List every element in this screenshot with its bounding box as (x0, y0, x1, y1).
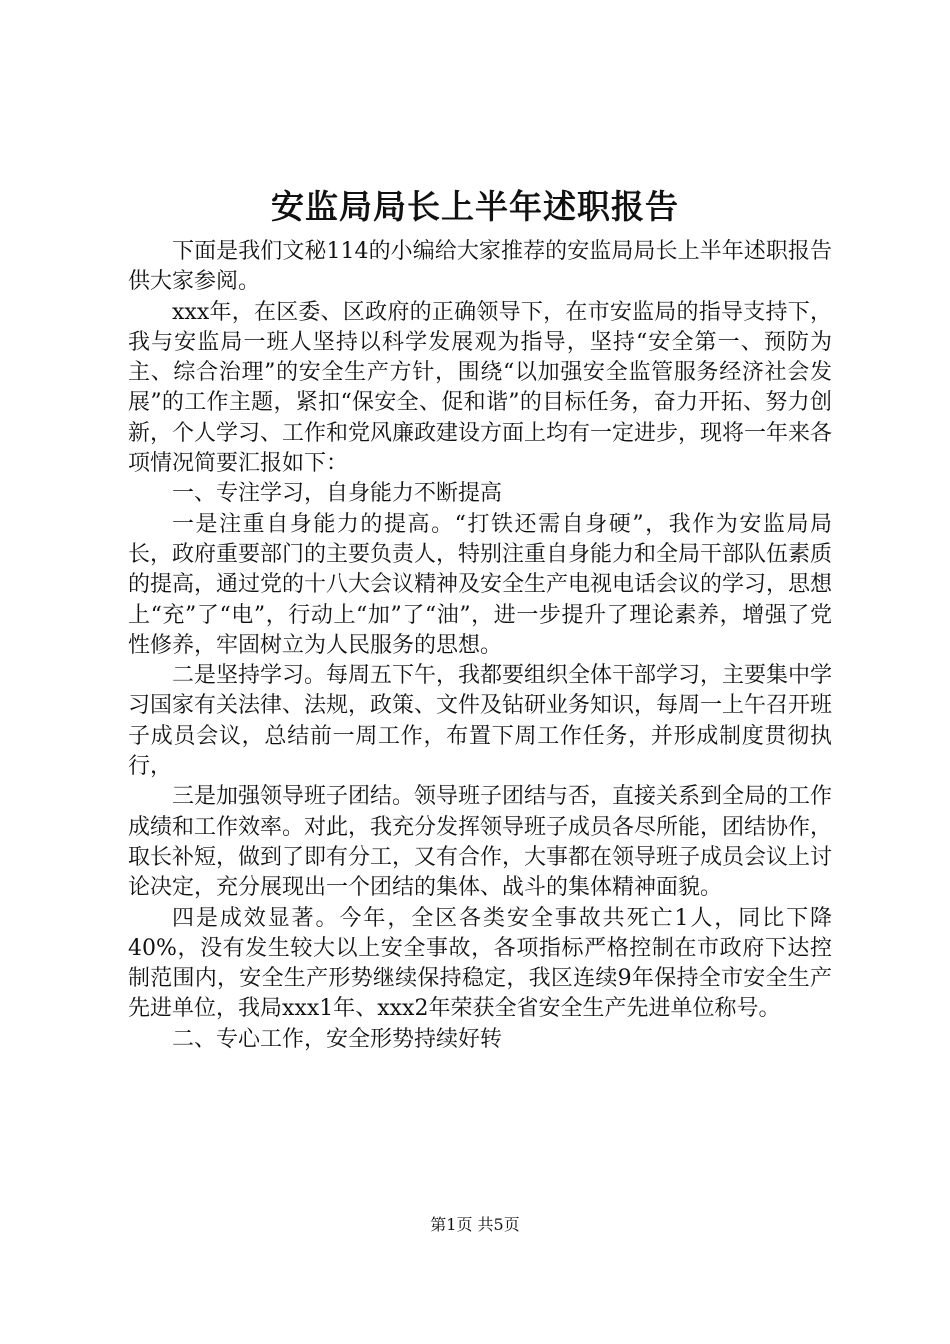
section-heading-1: 一、专注学习，自身能力不断提高 (172, 481, 503, 507)
page-footer: 第1页 共5页 (430, 1215, 520, 1234)
point-paragraph-3: 三是加强领导班子团结。领导班子团结与否，直接关系到全局的工作成绩和工作效率。对此，我充分发挥领导班子成员各尽所能，团结协作，取长补短，做到了即有分工，又有合作，大事都在领导班子成员会议上讨论决定，充分展现出一个团结的集体、战斗的集体精神面貌。 (128, 784, 833, 901)
document-title: 安监局局长上半年述职报告 (271, 187, 679, 226)
point-paragraph-2: 二是坚持学习。每周五下午，我都要组织全体干部学习，主要集中学习国家有关法律、法规，政策、文件及钻研业务知识，每周一上午召开班子成员会议，总结前一周工作，布置下周工作任务，并形成制度贯彻执行， (128, 663, 833, 780)
intro-paragraph: 下面是我们文秘114的小编给大家推荐的安监局局长上半年述职报告供大家参阅。 (128, 239, 832, 295)
document-body (128, 237, 832, 1055)
point-paragraph-4: 四是成效显著。今年，全区各类安全事故共死亡1人，同比下降40%，没有发生较大以上安全事故，各项指标严格控制在市政府下达控制范围内，安全生产形势继续保持稳定，我区连续9年保持全市安全生产先进单位，我局xxx1年、xxx2年荣获全省安全生产先进单位称号。 (128, 905, 832, 1022)
section-heading-2: 二、专心工作，安全形势持续好转 (172, 1026, 503, 1052)
point-paragraph-1: 一是注重自身能力的提高。“打铁还需自身硬”，我作为安监局局长，政府重要部门的主要负责人，特别注重自身能力和全局干部队伍素质的提高，通过党的十八大会议精神及安全生产电视电话会议的学习，思想上“充”了“电”，行动上“加”了“油”，进一步提升了理论素养，增强了党性修养，牢固树立为人民服务的思想。 (128, 511, 833, 658)
summary-paragraph: xxx年，在区委、区政府的正确领导下，在市安监局的指导支持下，我与安监局一班人坚持以科学发展观为指导，坚持“安全第一、预防为主、综合治理”的安全生产方针，围绕“以加强安全监管服务经济社会发展”的工作主题，紧扣“保安全、促和谐”的目标任务，奋力开拓、努力创新，个人学习、工作和党风廉政建设方面上均有一定进步，现将一年来各项情况简要汇报如下： (128, 299, 833, 477)
